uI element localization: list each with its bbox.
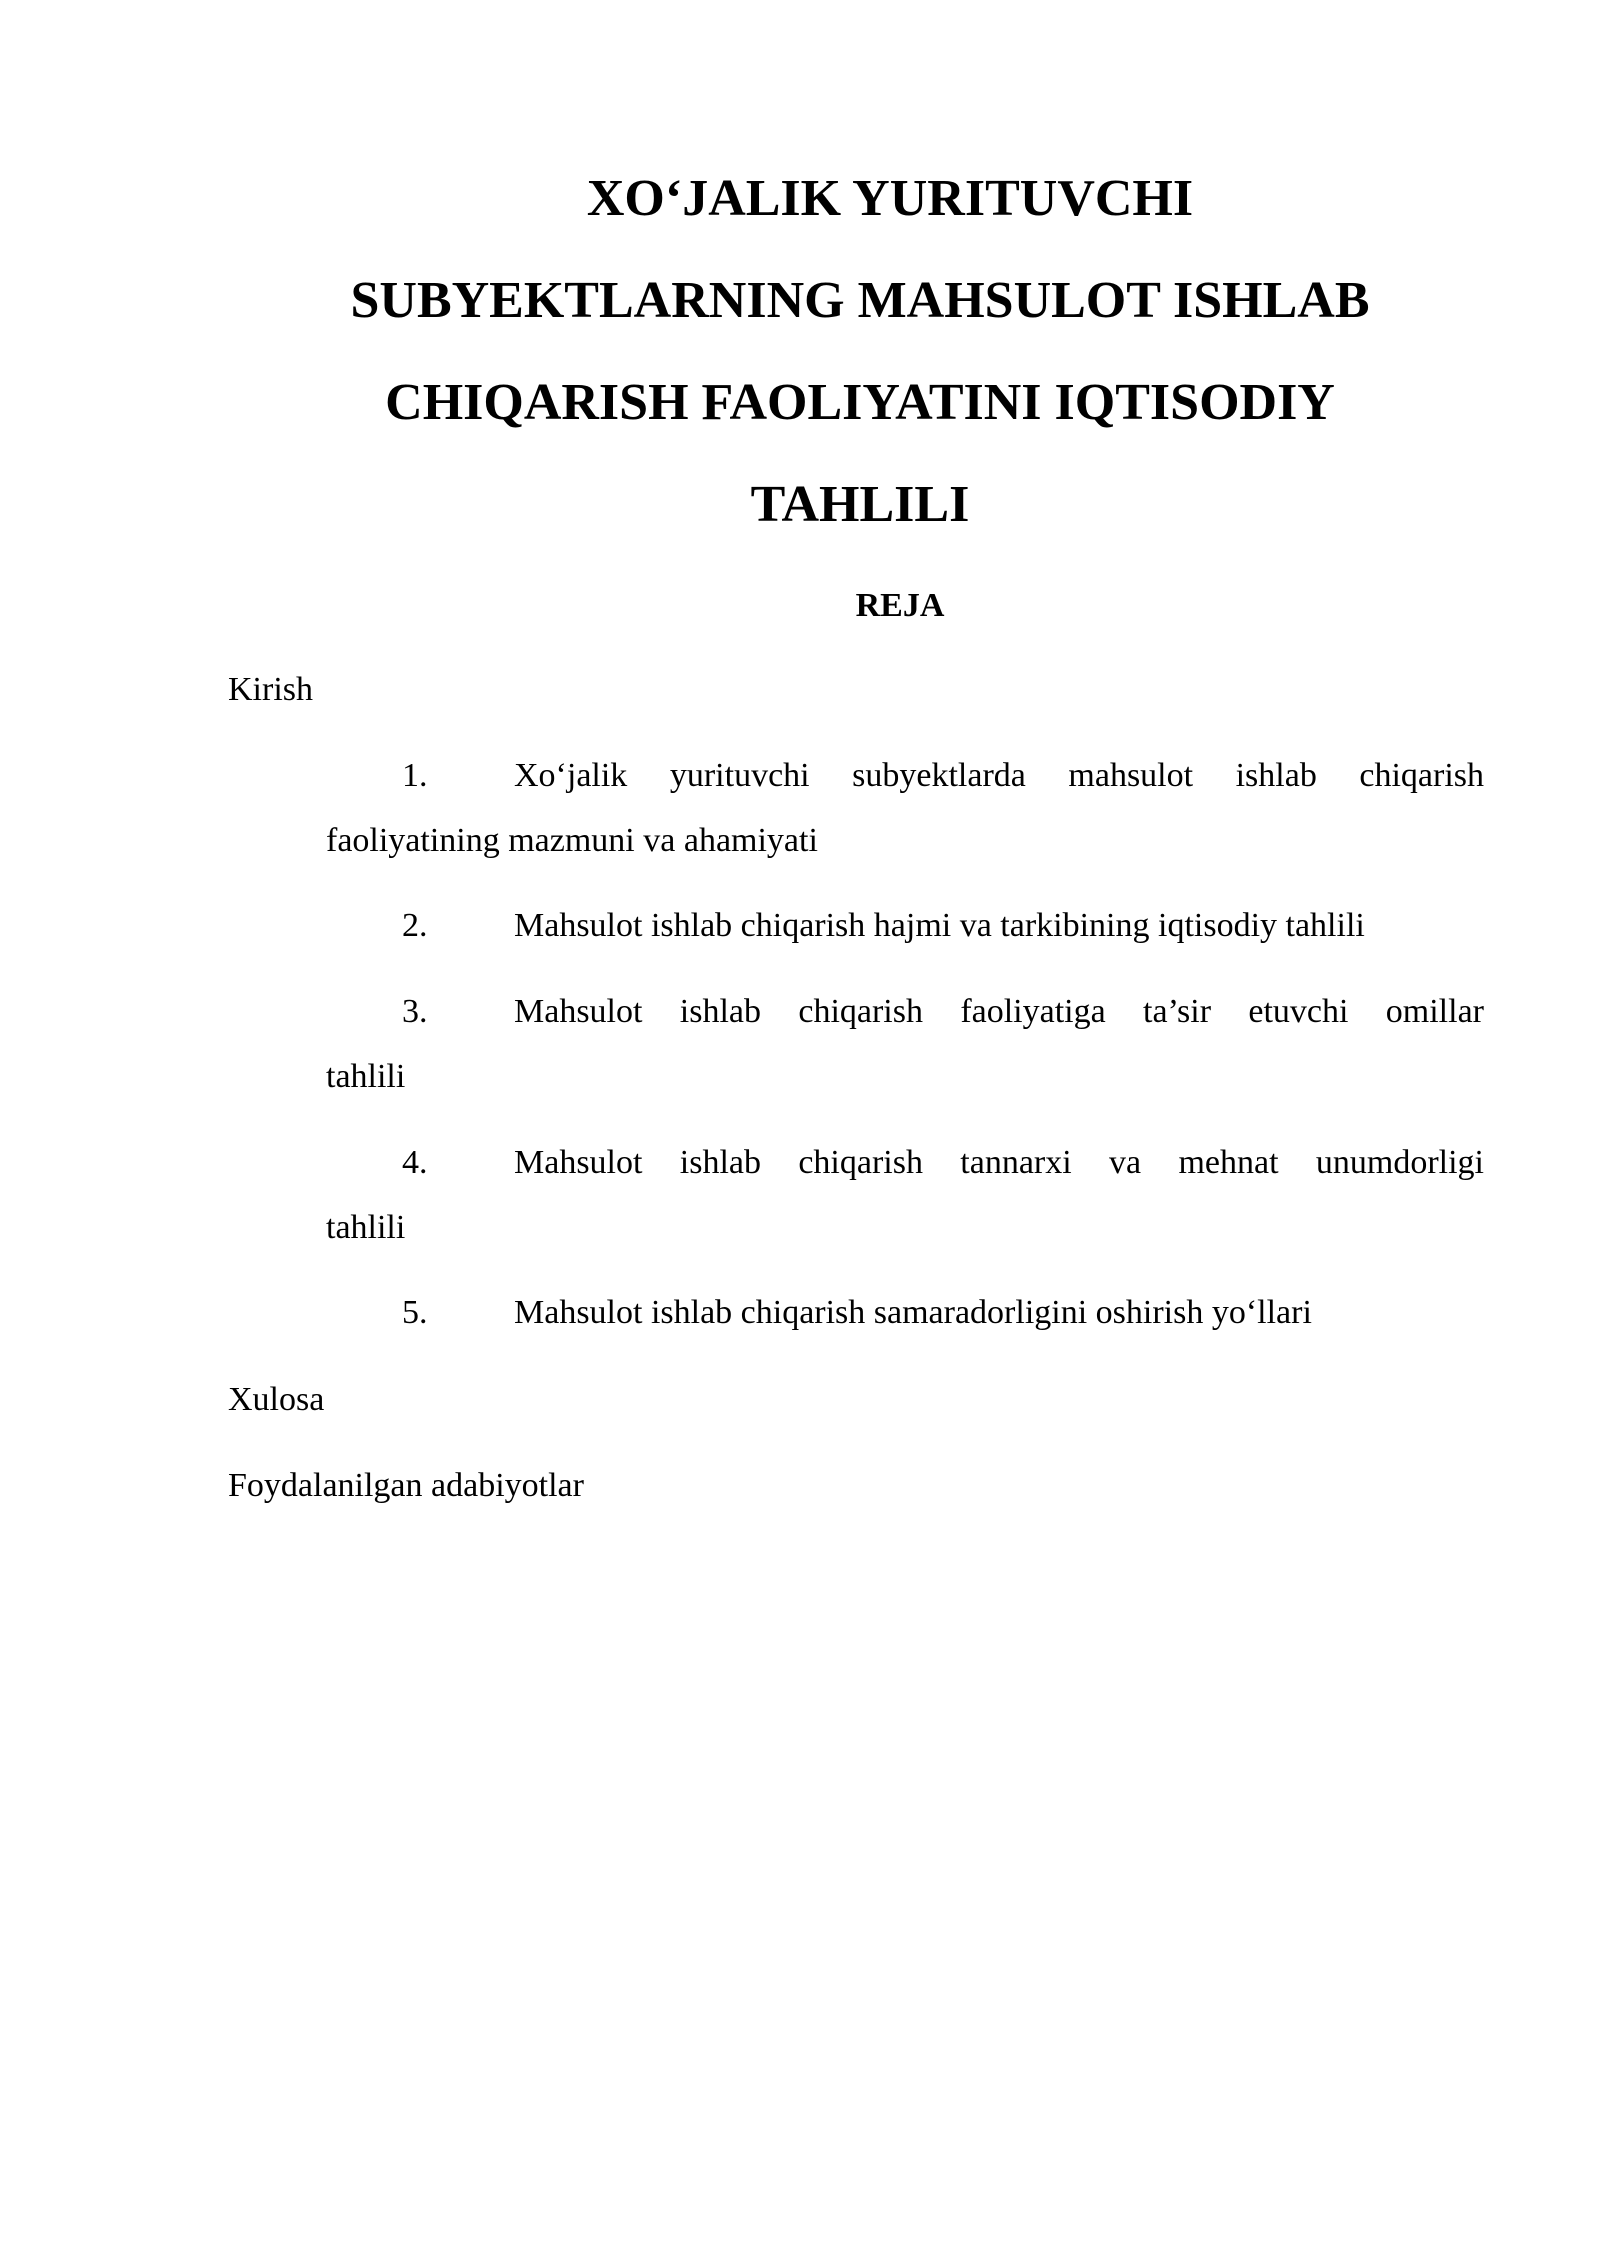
plan-item-text-continued: tahlili <box>326 1209 406 1246</box>
plan-item-text: Mahsulot ishlab chiqarish faoliyatiga ta’sir etuvchi omillar <box>514 993 1484 1030</box>
plan-item <box>326 1280 1484 1345</box>
plan-item-number: 3. <box>402 993 428 1030</box>
plan-item <box>326 979 1484 1109</box>
title-line: CHIQARISH FAOLIYATINI IQTISODIY <box>385 374 1335 431</box>
plan-item-number: 1. <box>402 757 428 794</box>
plan-item <box>326 893 1484 958</box>
title-line: SUBYEKTLARNING MAHSULOT ISHLAB <box>350 272 1370 329</box>
plan-item-text-continued: tahlili <box>326 1058 406 1095</box>
plan-item-text: Mahsulot ishlab chiqarish samaradorligini oshirish yo‘llari <box>514 1294 1312 1331</box>
plan-item <box>326 743 1484 873</box>
intro-entry: Kirish <box>228 671 313 708</box>
title-line: XO‘JALIK YURITUVCHI <box>586 170 1194 227</box>
plan-item-number: 2. <box>402 907 428 944</box>
plan-item-text: Xo‘jalik yurituvchi subyektlarda mahsulot ishlab chiqarish <box>514 757 1484 794</box>
plan-item-text: Mahsulot ishlab chiqarish tannarxi va mehnat unumdorligi <box>514 1144 1484 1181</box>
plan-item-number: 5. <box>402 1294 428 1331</box>
title-line: TAHLILI <box>750 476 970 533</box>
plan-heading: REJA <box>855 587 945 624</box>
conclusion-entry: Xulosa <box>228 1381 325 1418</box>
plan-item-text: Mahsulot ishlab chiqarish hajmi va tarkibining iqtisodiy tahlili <box>514 907 1365 944</box>
plan-item-text-continued: faoliyatining mazmuni va ahamiyati <box>326 822 818 859</box>
references-entry: Foydalanilgan adabiyotlar <box>228 1467 584 1504</box>
document-title <box>240 148 1480 556</box>
plan-item <box>326 1130 1484 1260</box>
plan-item-number: 4. <box>402 1144 428 1181</box>
